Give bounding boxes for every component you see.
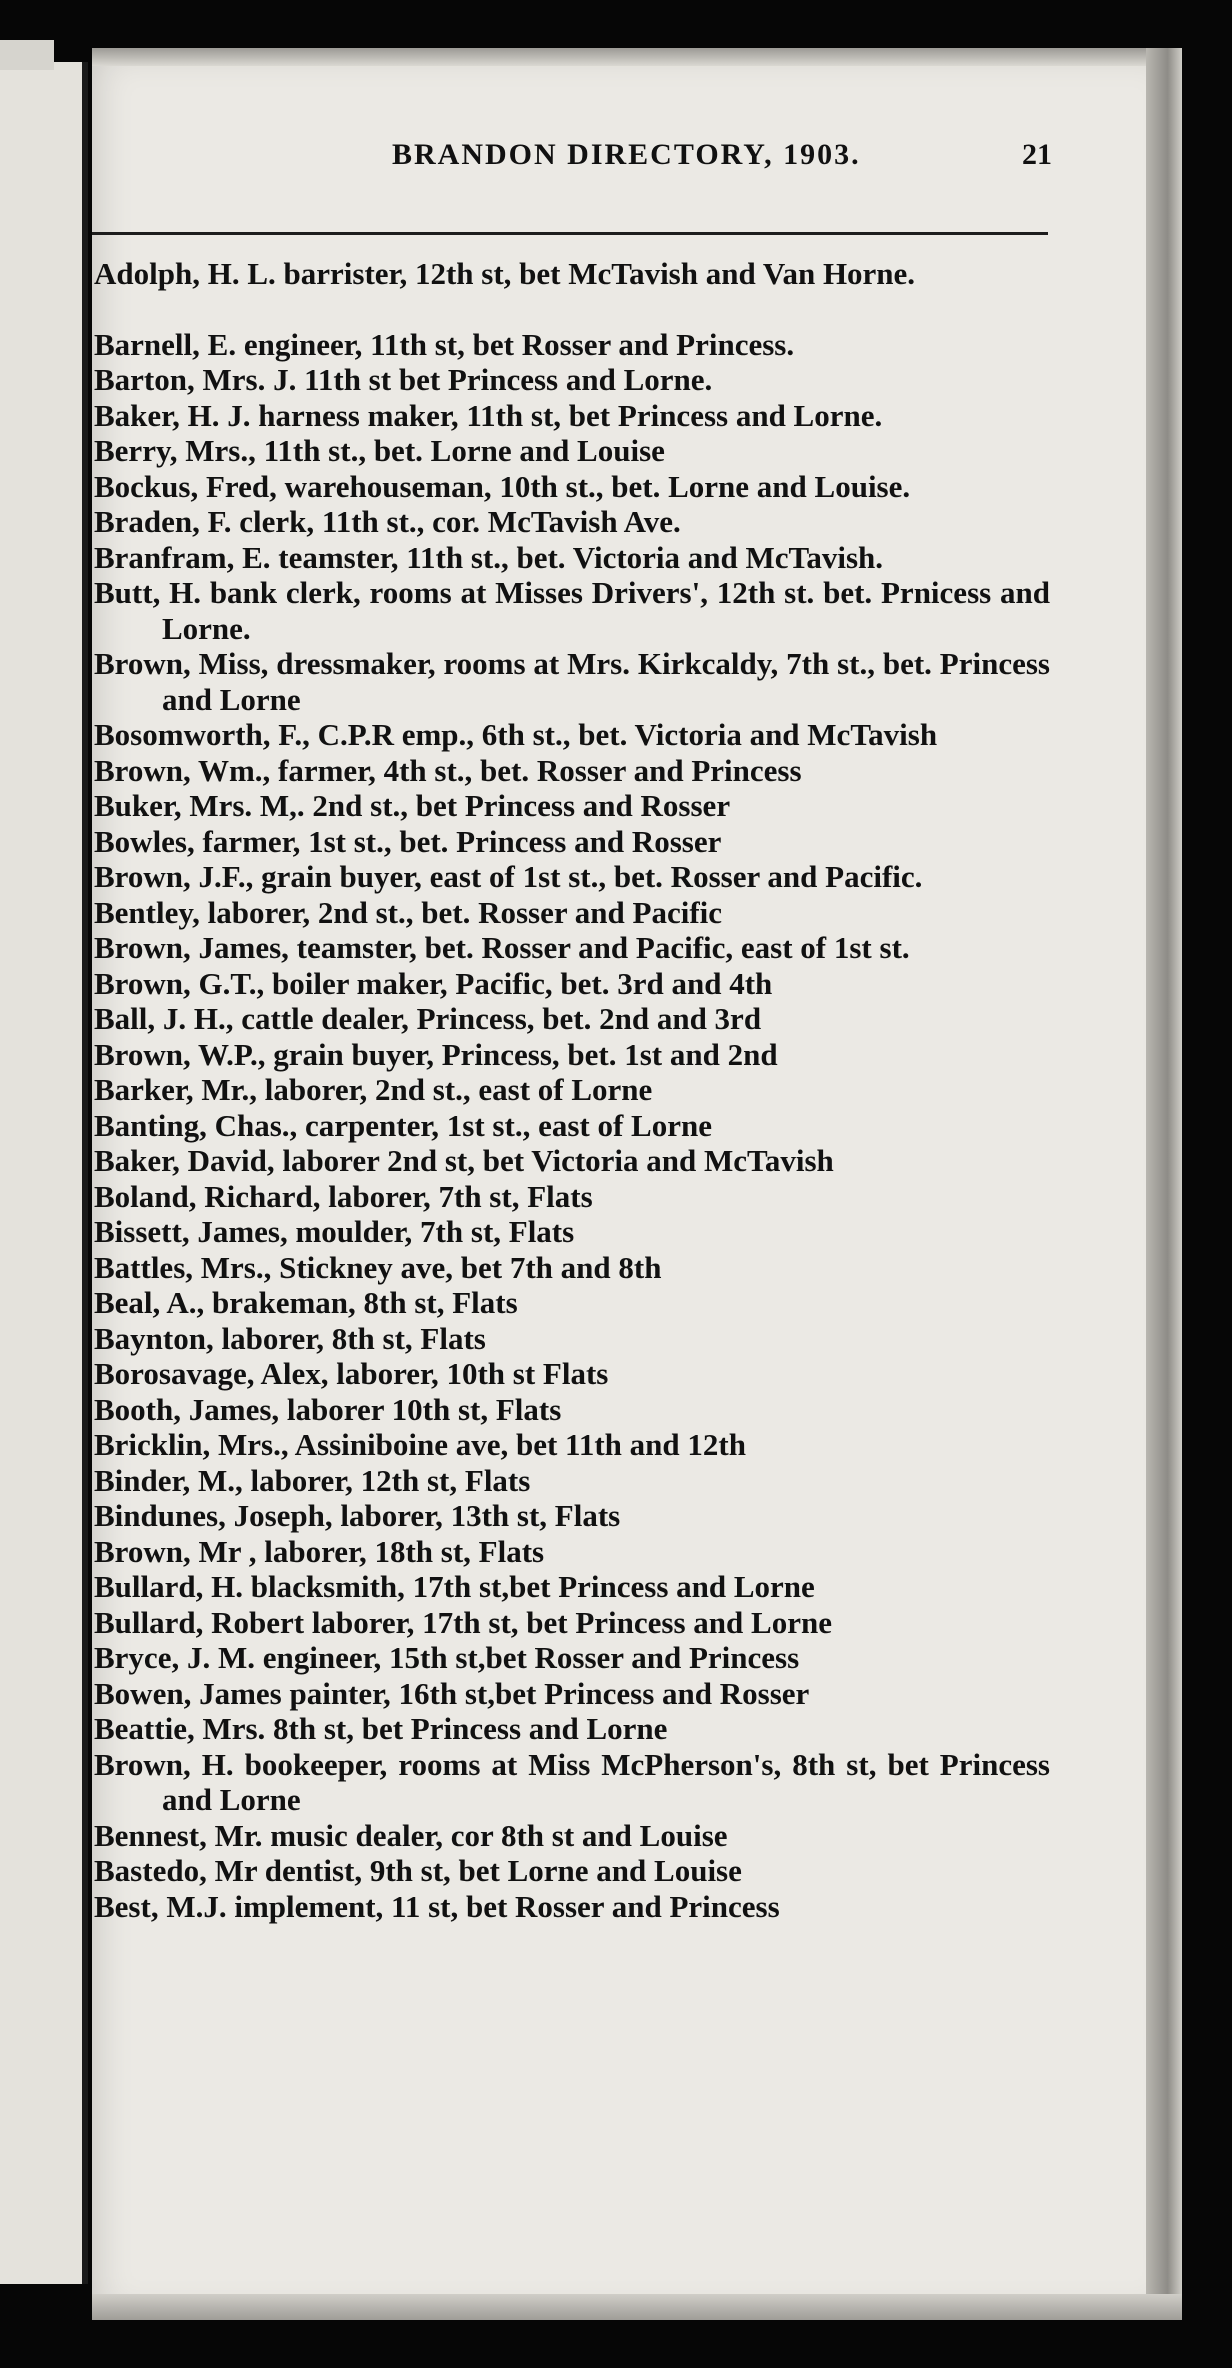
header-rule <box>92 232 1048 235</box>
directory-entry: Barton, Mrs. J. 11th st bet Princess and Lorne. <box>94 362 713 397</box>
page-fore-edge <box>1146 48 1182 2320</box>
facing-page-corner <box>0 40 54 70</box>
directory-entry: Ball, J. H., cattle dealer, Princess, bet. 2nd and 3rd <box>94 1001 762 1036</box>
directory-entry: Braden, F. clerk, 11th st., cor. McTavish Ave. <box>94 504 681 539</box>
page-title: BRANDON DIRECTORY, 1903. <box>392 138 861 171</box>
directory-entry: Bindunes, Joseph, laborer, 13th st, Flats <box>94 1498 621 1533</box>
directory-entry: Barnell, E. engineer, 11th st, bet Rosser and Princess. <box>94 326 795 362</box>
directory-entry: Bockus, Fred, warehouseman, 10th st., bet. Lorne and Louise. <box>94 468 911 504</box>
directory-entry: Berry, Mrs., 11th st., bet. Lorne and Louise <box>94 433 665 468</box>
directory-entry: Battles, Mrs., Stickney ave, bet 7th and 8th <box>94 1249 662 1285</box>
directory-entry: Butt, H. bank clerk, rooms at Misses Drivers', 12th st. bet. Prnicess and Lorne. <box>94 575 1050 646</box>
directory-entry: Bowen, James painter, 16th st,bet Princess and Rosser <box>94 1675 810 1711</box>
directory-entry: Bissett, James, moulder, 7th st, Flats <box>94 1214 575 1249</box>
directory-entry: Bentley, laborer, 2nd st., bet. Rosser and Pacific <box>94 894 723 930</box>
directory-entry: Bennest, Mr. music dealer, cor 8th st and Louise <box>94 1817 728 1853</box>
directory-entry: Branfram, E. teamster, 11th st., bet. Victoria and McTavish. <box>94 539 884 575</box>
directory-entry: Bullard, H. blacksmith, 17th st,bet Princess and Lorne <box>94 1569 815 1604</box>
directory-entry: Brown, G.T., boiler maker, Pacific, bet. 3rd and 4th <box>94 965 773 1001</box>
directory-entry: Booth, James, laborer 10th st, Flats <box>94 1391 562 1427</box>
directory-entry: Brown, James, teamster, bet. Rosser and Pacific, east of 1st st. <box>94 930 910 965</box>
directory-entry: Bricklin, Mrs., Assiniboine ave, bet 11th and 12th <box>94 1427 746 1462</box>
directory-entry: Brown, W.P., grain buyer, Princess, bet. 1st and 2nd <box>94 1036 778 1072</box>
directory-entry: Best, M.J. implement, 11 st, bet Rosser and Princess <box>94 1888 780 1924</box>
directory-entry: Brown, Wm., farmer, 4th st., bet. Rosser and Princess <box>94 752 802 788</box>
directory-entry: Beal, A., brakeman, 8th st, Flats <box>94 1285 518 1320</box>
directory-entry: Banting, Chas., carpenter, 1st st., east of Lorne <box>94 1107 712 1143</box>
running-header <box>92 138 1052 182</box>
directory-entry: Brown, H. bookeeper, rooms at Miss McPherson's, 8th st, bet Princess and Lorne <box>94 1746 1050 1817</box>
directory-entry: Bowles, farmer, 1st st., bet. Princess and Rosser <box>94 823 722 859</box>
directory-entry: Borosavage, Alex, laborer, 10th st Flats <box>94 1356 609 1391</box>
directory-entry: Baynton, laborer, 8th st, Flats <box>94 1320 486 1356</box>
directory-entry: Brown, Miss, dressmaker, rooms at Mrs. Kirkcaldy, 7th st., bet. Princess and Lorne <box>94 646 1050 717</box>
directory-entry: Bosomworth, F., C.P.R emp., 6th st., bet. Victoria and McTavish <box>94 717 938 752</box>
page-number: 21 <box>1022 138 1052 171</box>
directory-entry: Bullard, Robert laborer, 17th st, bet Princess and Lorne <box>94 1604 832 1640</box>
directory-entry: Buker, Mrs. M,. 2nd st., bet Princess and Rosser <box>94 788 731 823</box>
directory-entry: Bastedo, Mr dentist, 9th st, bet Lorne and Louise <box>94 1853 742 1888</box>
directory-entries <box>94 256 1050 1924</box>
directory-entry: Brown, J.F., grain buyer, east of 1st st., bet. Rosser and Pacific. <box>94 859 923 894</box>
directory-entry: Beattie, Mrs. 8th st, bet Princess and Lorne <box>94 1711 668 1746</box>
directory-entry: Bryce, J. M. engineer, 15th st,bet Rosser and Princess <box>94 1640 800 1675</box>
directory-entry: Baker, David, laborer 2nd st, bet Victoria and McTavish <box>94 1143 834 1178</box>
page-bottom-edge <box>92 2294 1182 2320</box>
directory-entry: Adolph, H. L. barrister, 12th st, bet McTavish and Van Horne. <box>94 256 916 291</box>
page-top-edge <box>92 48 1182 66</box>
facing-page-edge <box>0 62 88 2284</box>
directory-entry: Brown, Mr , laborer, 18th st, Flats <box>94 1533 545 1569</box>
directory-entry: Binder, M., laborer, 12th st, Flats <box>94 1462 531 1498</box>
directory-entry: Barker, Mr., laborer, 2nd st., east of Lorne <box>94 1072 653 1107</box>
directory-entry: Boland, Richard, laborer, 7th st, Flats <box>94 1178 593 1214</box>
directory-entry: Baker, H. J. harness maker, 11th st, bet Princess and Lorne. <box>94 397 883 433</box>
